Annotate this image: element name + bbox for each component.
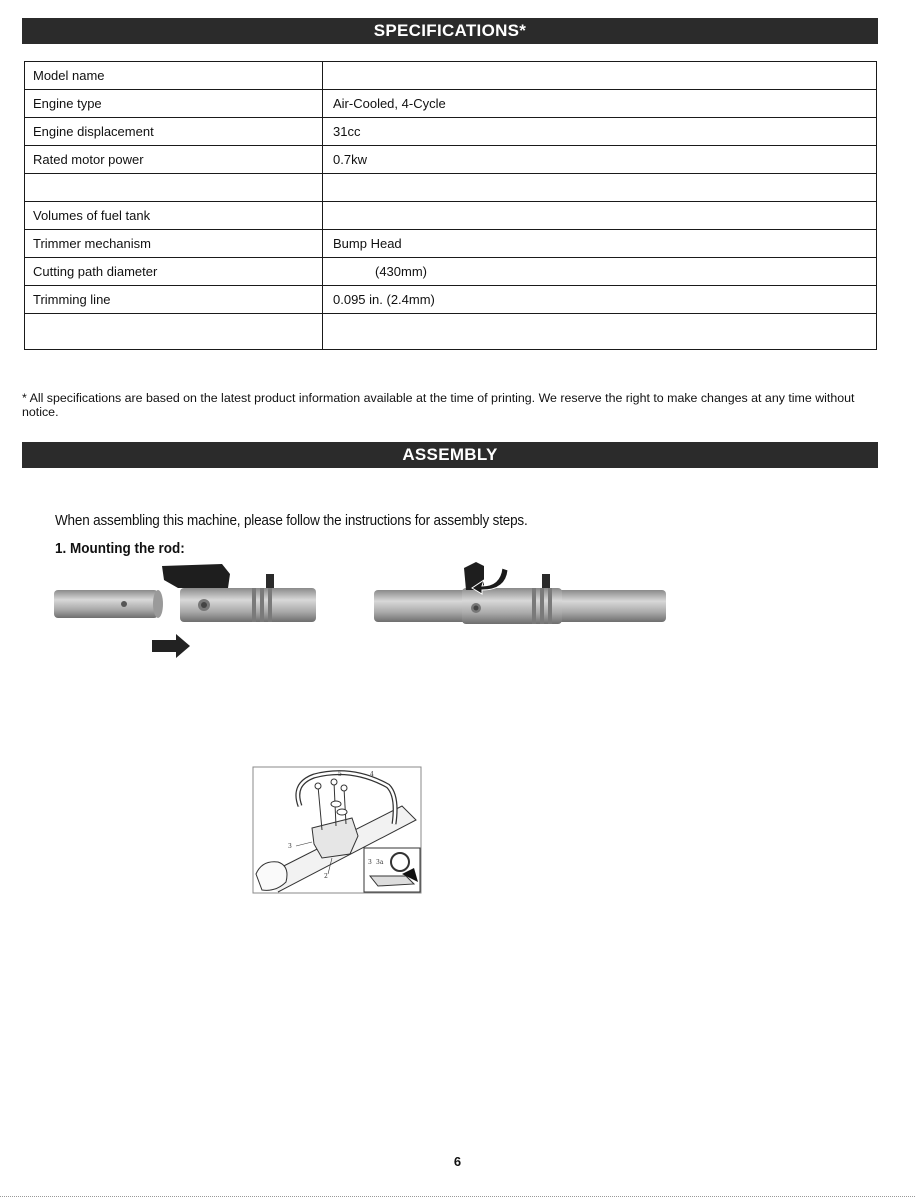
callout-4: 4 [370,771,374,778]
spec-value: (430mm) [323,258,877,286]
insert-direction-arrow [152,634,190,658]
callout-3: 3 [288,843,292,850]
specifications-footnote: * All specifications are based on the latest product information available at the time of printing. We reserve the right to make changes at any time without notice. [22,391,855,419]
spec-label: Trimming line [25,286,323,314]
spec-label [25,174,323,202]
spec-value [323,62,877,90]
table-row [25,174,877,202]
table-row [25,230,877,258]
rod-insertion-image [52,558,322,658]
callout-5: 5 [338,771,342,778]
spec-value [323,202,877,230]
spec-label: Rated motor power [25,146,323,174]
spec-label: Model name [25,62,323,90]
spec-value [323,174,877,202]
callout-2: 2 [324,873,328,880]
spec-label: Cutting path diameter [25,258,323,286]
rod-mounted-image [372,558,672,628]
step-1-title: 1. Mounting the rod: [55,540,185,557]
specifications-table [24,61,877,350]
table-row [25,118,877,146]
table-row [25,286,877,314]
callout-3-inset: 3 [368,859,372,866]
table-row [25,146,877,174]
assembly-header: ASSEMBLY [22,442,878,468]
spec-value [323,314,877,350]
spec-label: Volumes of fuel tank [25,202,323,230]
table-row [25,62,877,90]
spec-value: Air-Cooled, 4-Cycle [323,90,877,118]
specifications-header: SPECIFICATIONS* [22,18,878,44]
spec-value: 31cc [323,118,877,146]
spec-value: 0.095 in. (2.4mm) [323,286,877,314]
handle-assembly-diagram [252,766,422,894]
spec-label: Engine displacement [25,118,323,146]
spec-label [25,314,323,350]
table-row [25,202,877,230]
page-bottom-rule [0,1196,915,1197]
spec-value: Bump Head [323,230,877,258]
assembly-intro: When assembling this machine, please follow the instructions for assembly steps. [55,512,528,529]
page-number: 6 [453,1154,462,1169]
callout-3a: 3a [376,859,384,866]
spec-value: 0.7kw [323,146,877,174]
spec-label: Trimmer mechanism [25,230,323,258]
table-row [25,90,877,118]
table-row [25,258,877,286]
spec-label: Engine type [25,90,323,118]
table-row [25,314,877,350]
